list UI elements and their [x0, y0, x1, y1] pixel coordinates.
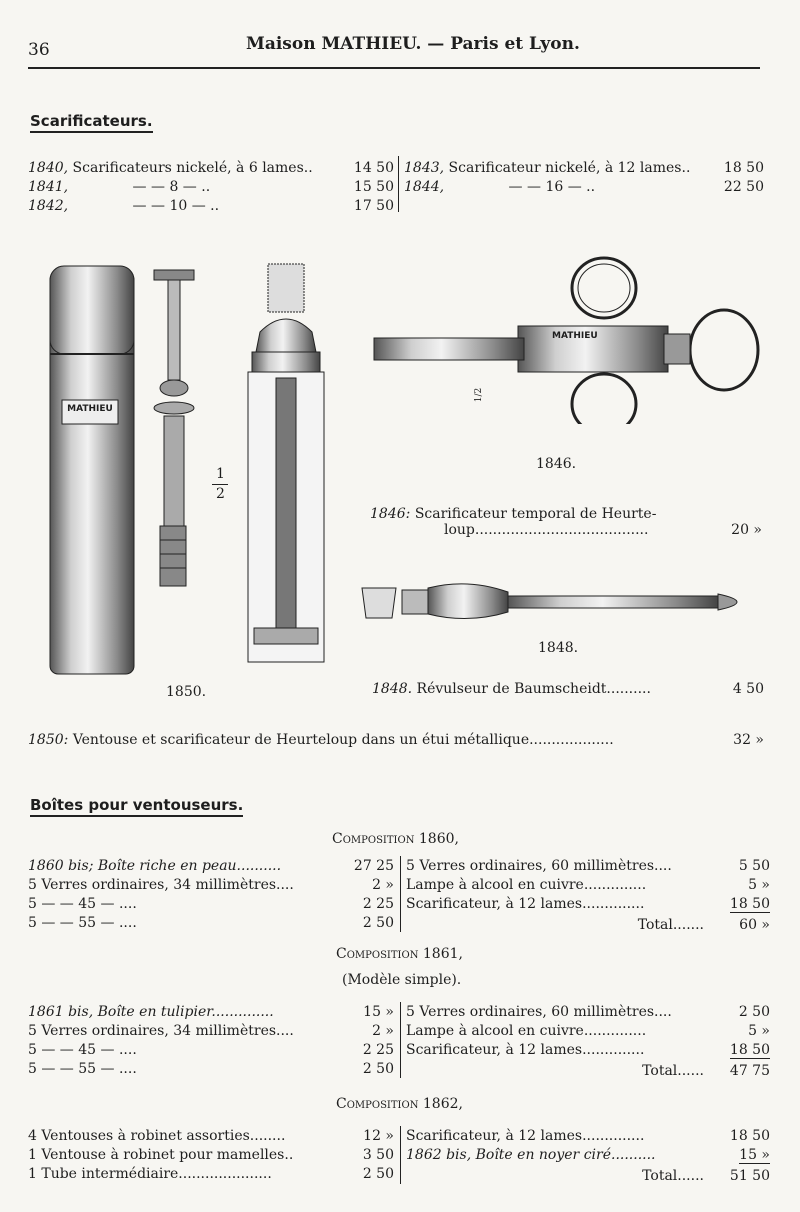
section-title-scarificateurs: Scarificateurs. — [30, 112, 153, 133]
row-desc: 1 Ventouse à robinet pour mamelles.. — [28, 1147, 294, 1163]
row-desc: Lampe à alcool en cuivre.............. — [406, 877, 647, 893]
small-fraction: 1/2 — [474, 387, 485, 403]
row-price: 2 » — [372, 877, 394, 893]
table-row — [28, 896, 394, 915]
table-row — [28, 179, 394, 198]
item-desc-line2: loup....................................... — [444, 522, 649, 538]
table-row — [28, 198, 394, 217]
page-number: 36 — [28, 40, 50, 60]
row-desc: — — 10 — .. — [132, 198, 220, 214]
column-divider — [400, 856, 401, 932]
row-price: 14 50 — [353, 160, 394, 176]
total-value: 60 » — [739, 917, 770, 933]
row-price: 18 50 — [729, 1128, 770, 1144]
row-ref: 1841, — [28, 179, 69, 195]
row-price: 5 50 — [738, 858, 770, 874]
item-desc-line1: Scarificateur temporal de Heurte- — [414, 506, 657, 522]
row-desc: 4 Ventouses à robinet assorties........ — [28, 1128, 286, 1144]
row-price: 15 » — [363, 1004, 394, 1020]
table-row — [406, 1128, 770, 1147]
scale-numerator: 1 — [216, 466, 225, 482]
figure-1848-revulseur — [358, 578, 762, 628]
section-title-boites: Boîtes pour ventouseurs. — [30, 796, 243, 817]
row-price: 2 25 — [362, 896, 394, 912]
table-row — [406, 1042, 770, 1061]
table-row — [28, 1023, 394, 1042]
row-desc: Scarificateur nickelé, à 12 lames.. — [448, 160, 691, 176]
item-ref: 1850: — [28, 732, 69, 748]
row-desc: 1 Tube intermédiaire..................... — [28, 1166, 272, 1182]
figure-1850-ventouse — [246, 262, 326, 664]
fraction-bar — [212, 484, 228, 485]
table-row — [406, 877, 770, 896]
table-row — [28, 1166, 394, 1185]
table-row — [406, 858, 770, 877]
row-price: 15 50 — [353, 179, 394, 195]
row-desc: — — 8 — .. — [132, 179, 211, 195]
item-ref: 1846: — [370, 506, 411, 522]
row-desc: Scarificateur, à 12 lames.............. — [406, 1042, 645, 1058]
row-price: 2 25 — [362, 1042, 394, 1058]
row-ref: 1842, — [28, 198, 69, 214]
column-divider — [398, 156, 399, 212]
row-desc: — — 16 — .. — [508, 179, 596, 195]
total-label: Total...... — [642, 1168, 704, 1184]
syringe-brand-label: MATHIEU — [552, 331, 598, 341]
item-1846 — [370, 506, 762, 538]
total-value: 47 75 — [729, 1063, 770, 1079]
row-desc: 5 — — 45 — .... — [28, 1042, 137, 1058]
row-desc: Scarificateur, à 12 lames.............. — [406, 896, 645, 912]
table-row — [28, 915, 394, 934]
item-desc: Ventouse et scarificateur de Heurteloup dans un étui métallique................... — [72, 732, 614, 748]
total-label: Total....... — [637, 917, 704, 933]
table-row — [28, 1061, 394, 1080]
composition-1861-heading: Composition 1861, — [336, 946, 463, 962]
composition-1861-left — [28, 1004, 394, 1080]
item-price: 4 50 — [732, 681, 764, 697]
row-desc: Scarificateurs nickelé, à 6 lames.. — [72, 160, 313, 176]
table-row — [406, 896, 770, 915]
row-price: 17 50 — [353, 198, 394, 214]
composition-1861-right — [406, 1004, 770, 1080]
figure-1850-case — [48, 262, 138, 678]
table-row — [406, 1147, 770, 1166]
total-row — [406, 915, 770, 934]
column-divider — [400, 1002, 401, 1078]
row-price: 5 » — [748, 1023, 770, 1039]
scale-denominator: 2 — [216, 486, 225, 502]
composition-1860-right — [406, 858, 770, 934]
table-row — [28, 858, 394, 877]
table-row — [28, 1128, 394, 1147]
row-price: 2 50 — [362, 1166, 394, 1182]
item-1850 — [28, 732, 764, 748]
table-row — [28, 877, 394, 896]
case-brand-label: MATHIEU — [67, 404, 113, 414]
row-price: 5 » — [748, 877, 770, 893]
table-row — [28, 1147, 394, 1166]
row-ref: 1843, — [404, 160, 445, 176]
row-desc: 1861 bis, Boîte en tulipier.............. — [28, 1004, 274, 1020]
row-ref: 1844, — [404, 179, 445, 195]
row-desc: 5 — — 55 — .... — [28, 915, 137, 931]
composition-1860-heading: Composition 1860, — [332, 831, 459, 847]
item-price: 20 » — [731, 522, 762, 538]
row-desc: Scarificateur, à 12 lames.............. — [406, 1128, 645, 1144]
row-price: 12 » — [363, 1128, 394, 1144]
table-row — [404, 179, 764, 198]
table-row — [406, 1004, 770, 1023]
caption-1848: 1848. — [538, 640, 579, 656]
row-price: 22 50 — [723, 179, 764, 195]
row-desc: 5 Verres ordinaires, 34 millimètres.... — [28, 1023, 294, 1039]
row-desc: 5 Verres ordinaires, 60 millimètres.... — [406, 1004, 672, 1020]
item-desc: Révulseur de Baumscheidt.......... — [416, 681, 651, 697]
row-desc: 5 Verres ordinaires, 60 millimètres.... — [406, 858, 672, 874]
composition-1862-left — [28, 1128, 394, 1185]
row-price: 18 50 — [723, 160, 764, 176]
caption-1850: 1850. — [166, 684, 207, 700]
header-rule — [28, 67, 760, 69]
row-desc: 5 — — 55 — .... — [28, 1061, 137, 1077]
row-price: 15 » — [739, 1147, 770, 1163]
row-price: 3 50 — [362, 1147, 394, 1163]
item-price: 32 » — [733, 732, 764, 748]
row-price: 18 50 — [729, 1042, 770, 1058]
composition-1860-left — [28, 858, 394, 934]
scarificateurs-left-table — [28, 160, 394, 217]
row-desc: Lampe à alcool en cuivre.............. — [406, 1023, 647, 1039]
row-desc: 1860 bis; Boîte riche en peau.......... — [28, 858, 282, 874]
row-desc: 1862 bis, Boîte en noyer ciré.......... — [406, 1147, 656, 1163]
table-row — [406, 1023, 770, 1042]
total-label: Total...... — [642, 1063, 704, 1079]
table-row — [28, 1004, 394, 1023]
table-row — [404, 160, 764, 179]
row-price: 27 25 — [353, 858, 394, 874]
row-price: 2 50 — [362, 915, 394, 931]
row-price: 18 50 — [729, 896, 770, 912]
total-value: 51 50 — [729, 1168, 770, 1184]
scarificateurs-right-table — [404, 160, 764, 198]
composition-1861-subheading: (Modèle simple). — [342, 972, 462, 988]
item-1848 — [372, 681, 764, 697]
table-row — [28, 160, 394, 179]
figure-1850-rod — [148, 268, 200, 594]
row-ref: 1840, — [28, 160, 69, 176]
caption-1846: 1846. — [536, 456, 577, 472]
row-price: 2 50 — [362, 1061, 394, 1077]
row-price: 2 50 — [738, 1004, 770, 1020]
column-divider — [400, 1126, 401, 1184]
table-row — [28, 1042, 394, 1061]
row-desc: 5 — — 45 — .... — [28, 896, 137, 912]
row-price: 2 » — [372, 1023, 394, 1039]
row-desc: 5 Verres ordinaires, 34 millimètres.... — [28, 877, 294, 893]
running-header: Maison MATHIEU. — Paris et Lyon. — [246, 34, 580, 54]
total-row — [406, 1166, 770, 1185]
item-ref: 1848. — [372, 681, 413, 697]
composition-1862-right — [406, 1128, 770, 1185]
total-row — [406, 1061, 770, 1080]
composition-1862-heading: Composition 1862, — [336, 1096, 463, 1112]
